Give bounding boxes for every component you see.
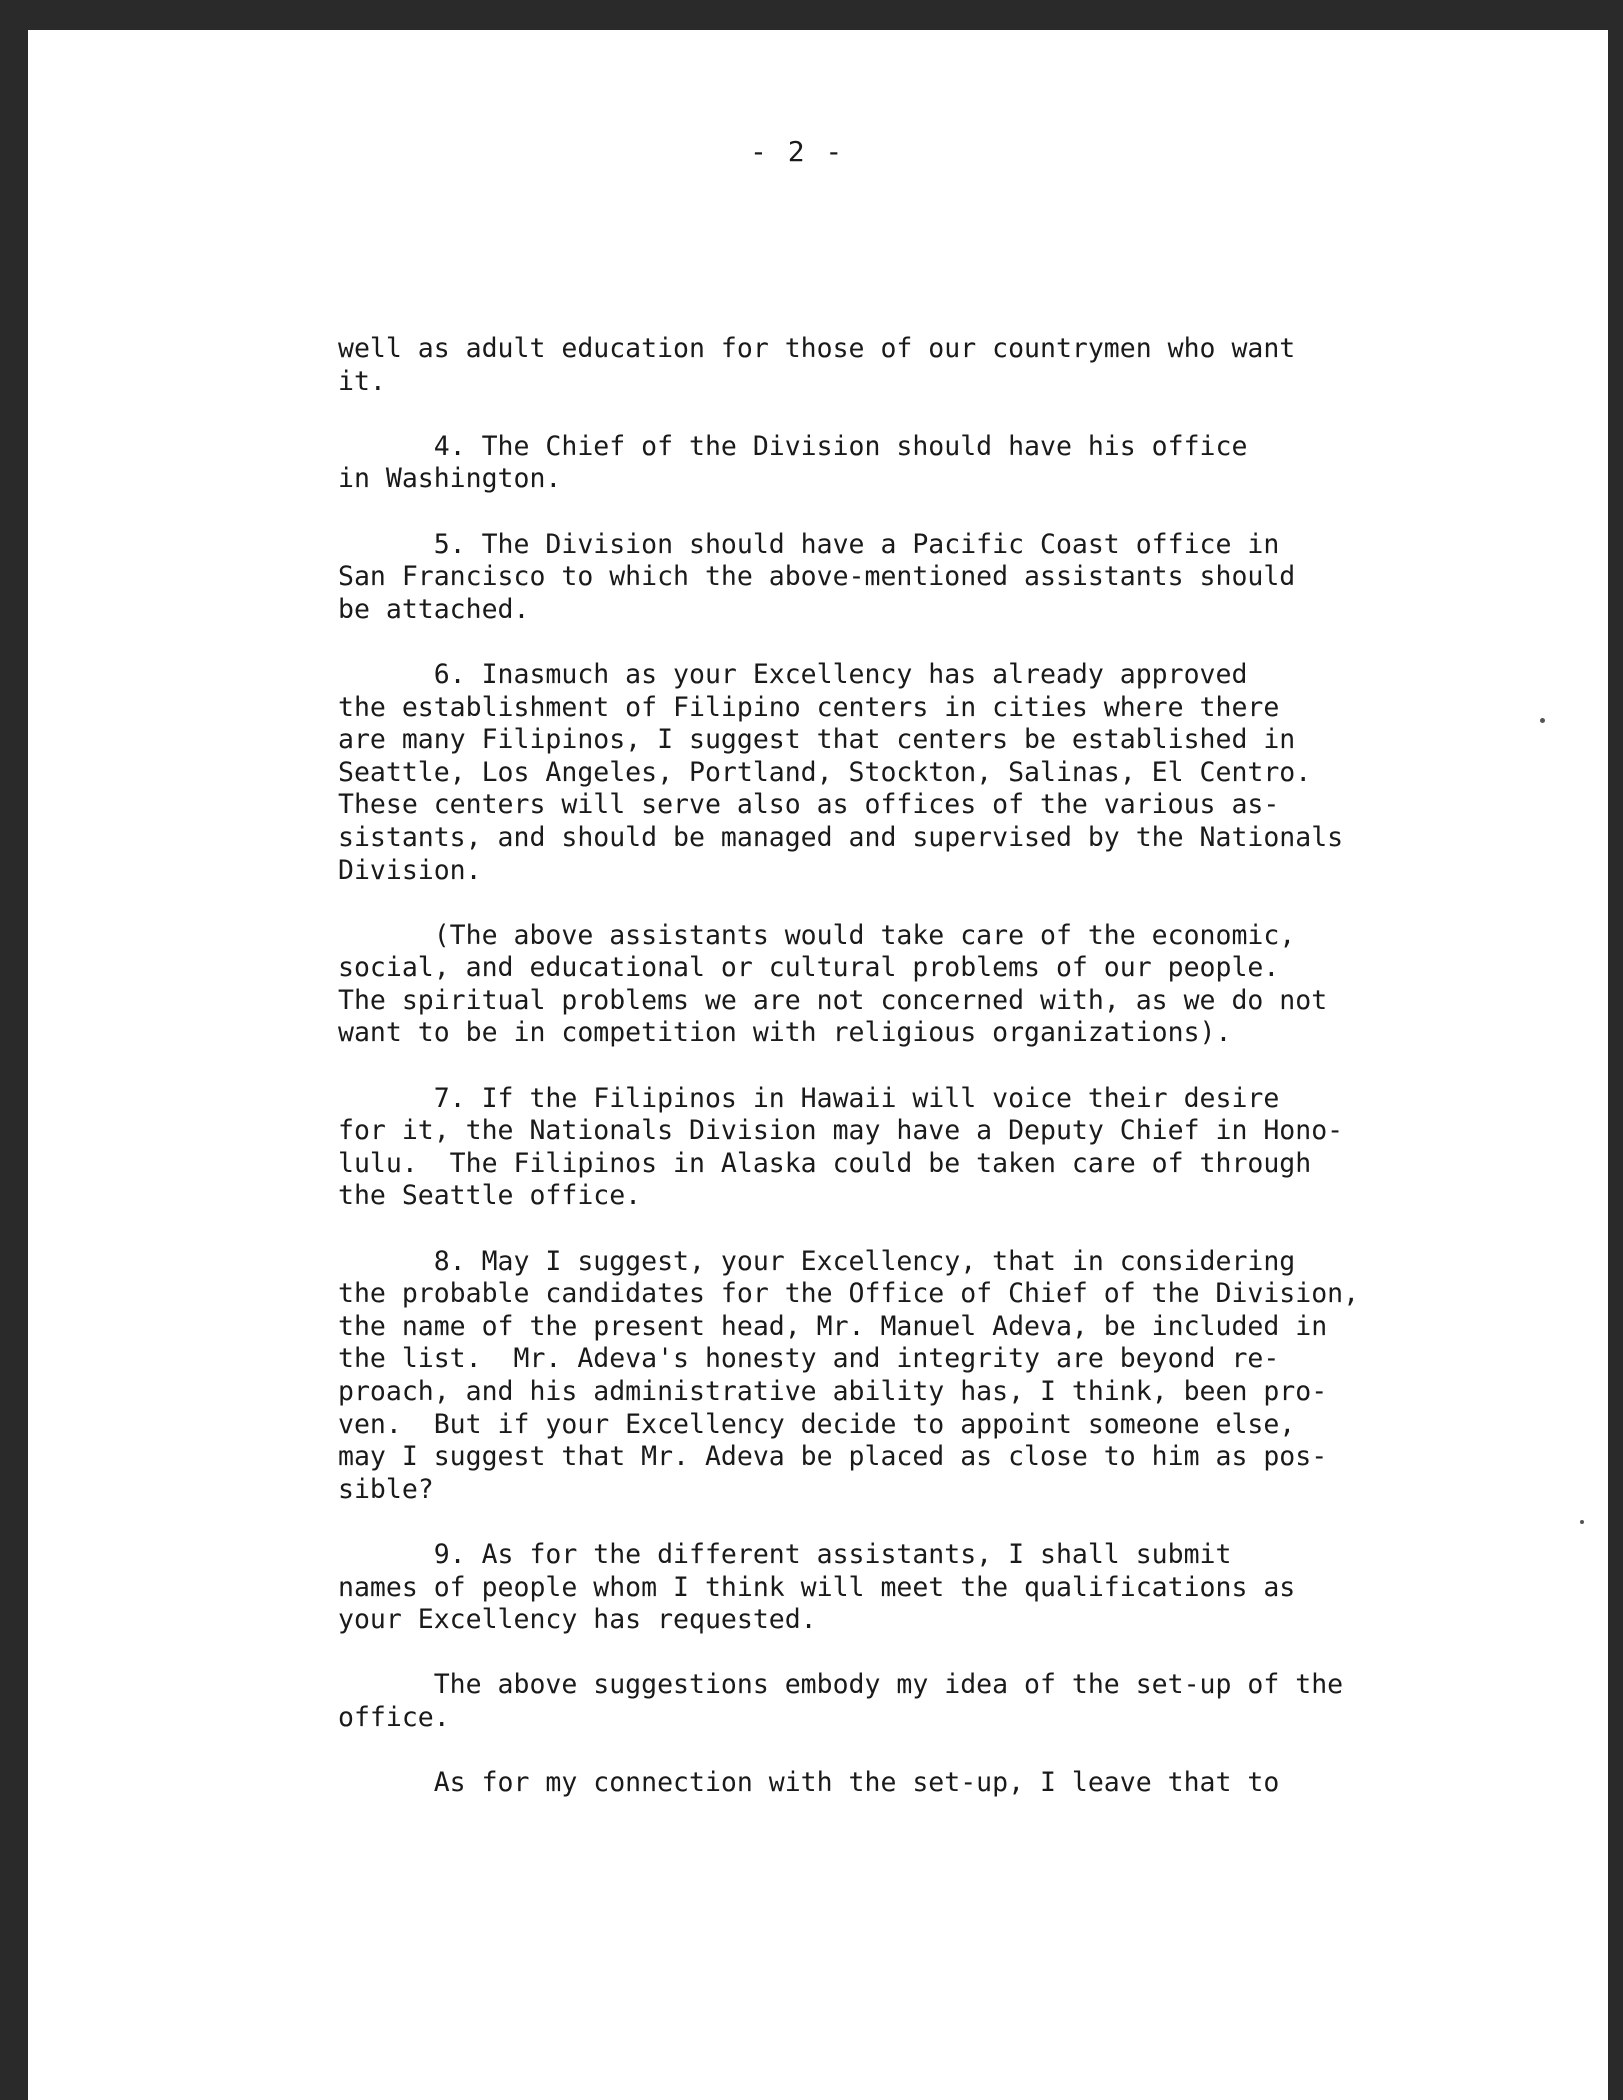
paper-speck	[1540, 718, 1545, 723]
paragraph-item-5	[338, 529, 1458, 627]
text-line: sible?	[338, 1473, 434, 1505]
text-line: the Seattle office.	[338, 1180, 642, 1212]
paper-speck	[1580, 1520, 1584, 1524]
text-line: the probable candidates for the Office of Chief of the Division,	[338, 1278, 1360, 1310]
text-line: 8. May I suggest, your Excellency, that in considering	[338, 1245, 1296, 1277]
text-line: well as adult education for those of our countrymen who want	[338, 333, 1296, 364]
paragraph-suggestions	[338, 1669, 1458, 1734]
text-line: are many Filipinos, I suggest that centers be established in	[338, 724, 1296, 756]
text-line: Seattle, Los Angeles, Portland, Stockton, Salinas, El Centro.	[338, 756, 1312, 788]
letter-body	[338, 333, 1458, 1832]
text-line: for it, the Nationals Division may have a Deputy Chief in Hono-	[338, 1115, 1344, 1147]
text-line: (The above assistants would take care of the economic,	[338, 919, 1296, 951]
text-line: the list. Mr. Adeva's honesty and integrity are beyond re-	[338, 1343, 1280, 1375]
text-line: sistants, and should be managed and supervised by the Nationals	[338, 821, 1344, 853]
paragraph-parenthetical	[338, 920, 1458, 1050]
text-line: 5. The Division should have a Pacific Coast office in	[338, 528, 1280, 560]
page-number: - 2 -	[750, 135, 845, 168]
text-line: may I suggest that Mr. Adeva be placed as close to him as pos-	[338, 1441, 1328, 1473]
paragraph-connection	[338, 1767, 1458, 1800]
text-line: As for my connection with the set-up, I leave that to	[338, 1767, 1280, 1799]
paragraph-item-8	[338, 1246, 1458, 1507]
paragraph-item-4	[338, 431, 1458, 496]
text-line: proach, and his administrative ability has, I think, been pro-	[338, 1376, 1328, 1407]
text-line: 9. As for the different assistants, I shall submit	[338, 1538, 1232, 1570]
text-line: ven. But if your Excellency decide to appoint someone else,	[338, 1408, 1296, 1440]
text-line: in Washington.	[338, 463, 562, 495]
text-line: San Francisco to which the above-mentioned assistants should	[338, 561, 1296, 593]
text-line: 7. If the Filipinos in Hawaii will voice their desire	[338, 1082, 1280, 1114]
text-line: it.	[338, 365, 386, 397]
text-line: names of people whom I think will meet the qualifications as	[338, 1571, 1296, 1603]
text-line: want to be in competition with religious organizations).	[338, 1017, 1232, 1049]
text-line: office.	[338, 1701, 450, 1733]
text-line: 6. Inasmuch as your Excellency has already approved	[338, 658, 1248, 690]
text-line: Division.	[338, 854, 482, 886]
text-line: The above suggestions embody my idea of the set-up of the	[338, 1669, 1344, 1701]
paragraph-item-7	[338, 1083, 1458, 1213]
text-line: lulu. The Filipinos in Alaska could be taken care of through	[338, 1147, 1312, 1179]
text-line: be attached.	[338, 593, 530, 625]
text-line: your Excellency has requested.	[338, 1604, 817, 1636]
paragraph-continuation	[338, 333, 1458, 398]
text-line: the establishment of Filipino centers in cities where there	[338, 691, 1280, 723]
paragraph-item-6	[338, 659, 1458, 887]
paragraph-item-9	[338, 1539, 1458, 1637]
text-line: The spiritual problems we are not concerned with, as we do not	[338, 984, 1328, 1016]
text-line: the name of the present head, Mr. Manuel Adeva, be included in	[338, 1310, 1328, 1342]
text-line: 4. The Chief of the Division should have his office	[338, 430, 1248, 462]
text-line: These centers will serve also as offices of the various as-	[338, 789, 1280, 821]
text-line: social, and educational or cultural problems of our people.	[338, 952, 1280, 984]
